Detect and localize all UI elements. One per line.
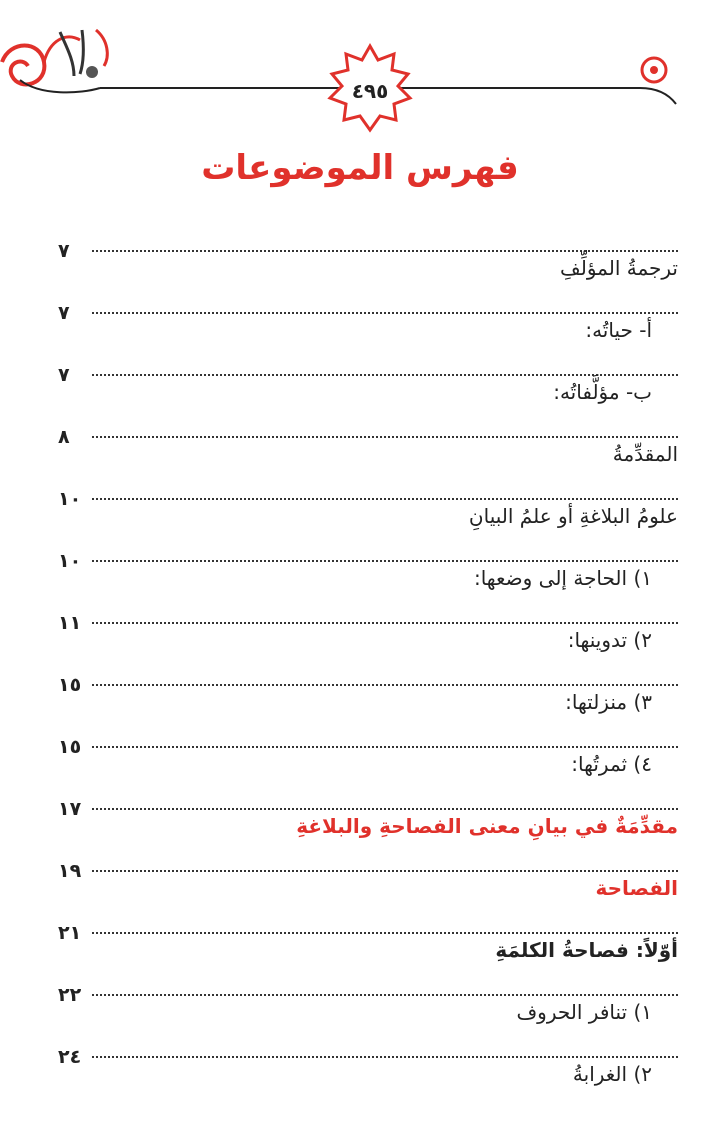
toc-page-number: ٢٢ bbox=[58, 984, 82, 1006]
toc-page-number: ١٩ bbox=[58, 860, 82, 882]
toc-entry bbox=[58, 298, 678, 360]
toc-page-number: ٧ bbox=[58, 302, 70, 324]
table-of-contents bbox=[58, 236, 678, 1104]
toc-leader-dots bbox=[92, 312, 678, 314]
page-title: فهرس الموضوعات bbox=[201, 148, 519, 188]
toc-entry-label: مقدِّمَةٌ في بيانِ معنى الفصاحةِ والبلاغةِ bbox=[292, 814, 678, 838]
toc-entry-label: المقدِّمةُ bbox=[609, 442, 678, 466]
toc-leader-dots bbox=[92, 498, 678, 500]
swirl-ornament-icon bbox=[2, 30, 107, 92]
toc-leader-dots bbox=[92, 746, 678, 748]
toc-entry-label: ٤) ثمرتُها: bbox=[567, 752, 652, 776]
toc-leader-dots bbox=[92, 250, 678, 252]
toc-entry bbox=[58, 422, 678, 484]
toc-page-number: ٧ bbox=[58, 240, 70, 262]
toc-entry bbox=[58, 546, 678, 608]
toc-page-number: ١٥ bbox=[58, 736, 82, 758]
toc-entry bbox=[58, 484, 678, 546]
toc-leader-dots bbox=[92, 870, 678, 872]
toc-page-number: ٢١ bbox=[58, 922, 82, 944]
toc-leader-dots bbox=[92, 374, 678, 376]
toc-page-number: ١٧ bbox=[58, 798, 82, 820]
toc-entry bbox=[58, 360, 678, 422]
toc-entry bbox=[58, 980, 678, 1042]
toc-leader-dots bbox=[92, 622, 678, 624]
toc-page-number: ٨ bbox=[58, 426, 70, 448]
toc-page-number: ٧ bbox=[58, 364, 70, 386]
toc-entry bbox=[58, 1042, 678, 1104]
toc-leader-dots bbox=[92, 560, 678, 562]
toc-entry bbox=[58, 732, 678, 794]
toc-page-number: ١٥ bbox=[58, 674, 82, 696]
toc-leader-dots bbox=[92, 1056, 678, 1058]
toc-leader-dots bbox=[92, 994, 678, 996]
toc-entry-label: ١) الحاجة إلى وضعها: bbox=[470, 566, 652, 590]
toc-entry bbox=[58, 794, 678, 856]
toc-entry bbox=[58, 670, 678, 732]
toc-page-number: ١١ bbox=[58, 612, 82, 634]
toc-leader-dots bbox=[92, 932, 678, 934]
toc-entry-label: أوّلاً: فصاحةُ الكلمَةِ bbox=[491, 938, 678, 962]
toc-entry-label: ب- مؤلَّفاتُه: bbox=[549, 380, 652, 404]
toc-page-number: ١٠ bbox=[58, 488, 82, 510]
toc-page-number: ٢٤ bbox=[58, 1046, 82, 1068]
toc-leader-dots bbox=[92, 808, 678, 810]
toc-entry bbox=[58, 608, 678, 670]
circle-ornament-icon bbox=[642, 58, 666, 82]
toc-entry-label: ٢) تدوينها: bbox=[564, 628, 652, 652]
toc-leader-dots bbox=[92, 436, 678, 438]
toc-entry bbox=[58, 918, 678, 980]
toc-leader-dots bbox=[92, 684, 678, 686]
toc-entry-label: علومُ البلاغةِ أو علمُ البيانِ bbox=[465, 504, 678, 528]
toc-entry bbox=[58, 236, 678, 298]
toc-entry-label: ١) تنافر الحروف bbox=[512, 1000, 652, 1024]
header-ornament bbox=[0, 0, 720, 140]
page-number: ٤٩٥ bbox=[351, 79, 389, 103]
toc-entry bbox=[58, 856, 678, 918]
toc-entry-label: ٣) منزلتها: bbox=[561, 690, 652, 714]
toc-entry-label: أ- حياتُه: bbox=[581, 318, 652, 342]
toc-entry-label: ترجمةُ المؤلِّفِ bbox=[556, 256, 678, 280]
toc-page-number: ١٠ bbox=[58, 550, 82, 572]
toc-entry-label: الفصاحة bbox=[591, 876, 678, 900]
toc-entry-label: ٢) الغرابةُ bbox=[569, 1062, 652, 1086]
